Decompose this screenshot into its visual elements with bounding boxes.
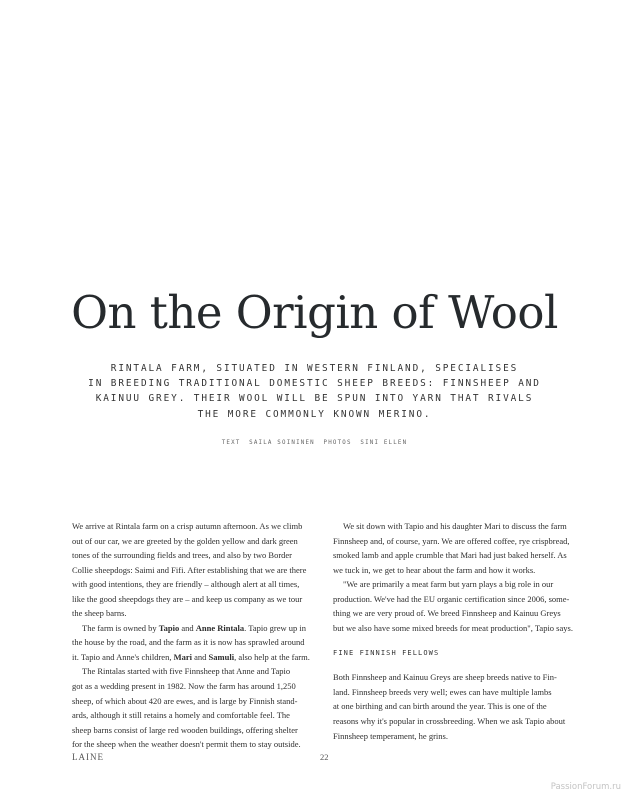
- body-line: sheep, of which about 420 are ewes, and is large by Finnish stand-: [72, 695, 298, 706]
- page-number: 22: [320, 752, 329, 762]
- body-line: reasons why it's popular in crossbreeding. When we ask Tapio about: [333, 716, 566, 727]
- body-line: with good intentions, they are friendly – although alert at all times,: [72, 579, 300, 590]
- article-title: On the Origin of Wool: [71, 286, 558, 339]
- name-anne-rintala: Anne Rintala: [195, 622, 245, 633]
- body-paragraph: [333, 519, 585, 577]
- body-line: smoked lamb and apple crumble that Mari had just baked herself. As: [333, 550, 567, 561]
- text-credit-author: SAILA SOININEN: [249, 440, 315, 446]
- text-run: and: [179, 622, 196, 633]
- body-line: land. Finnsheep breeds very well; ewes can have multiple lambs: [333, 686, 552, 697]
- text-credit-label: TEXT: [221, 440, 241, 446]
- body-line: at one birthing and can birth around the year. This is one of the: [333, 701, 547, 712]
- right-column: [333, 519, 585, 743]
- body-line: got as a wedding present in 1982. Now the farm has around 1,250: [72, 681, 296, 692]
- lead-paragraph: [60, 361, 569, 422]
- body-line: ards, although it still retains a homely and comfortable feel. The: [72, 710, 290, 721]
- text-run: . Tapio grew up in: [244, 622, 306, 633]
- body-line: [72, 650, 324, 665]
- body-paragraph: [72, 664, 324, 751]
- text-run: it. Tapio and Anne's children,: [72, 651, 174, 662]
- lead-line: THE MORE COMMONLY KNOWN MERINO.: [197, 408, 432, 420]
- body-line: Finnsheep and, of course, yarn. We are offered coffee, rye crispbread,: [333, 535, 570, 546]
- photo-credit-author: SINI ELLEN: [360, 440, 408, 446]
- name-samuli: Samuli: [208, 651, 235, 662]
- body-line: Finnsheep temperament, he grins.: [333, 730, 448, 741]
- body-paragraph: [72, 621, 324, 665]
- body-line: like the good sheepdogs they are – and keep us company as we tour: [72, 593, 303, 604]
- body-paragraph: [333, 577, 585, 635]
- name-mari: Mari: [173, 651, 193, 662]
- body-line: tones of the surrounding fields and trees, and also by two Border: [72, 550, 293, 561]
- body-line: but we also have some mixed breeds for meat production", Tapio says.: [333, 622, 573, 633]
- body-paragraph: [333, 670, 585, 743]
- lead-line: RINTALA FARM, SITUATED IN WESTERN FINLAND, SPECIALISES: [110, 363, 519, 374]
- magazine-name: LAINE: [72, 752, 104, 762]
- body-paragraph: [72, 519, 324, 621]
- byline: [0, 440, 629, 446]
- body-line: We arrive at Rintala farm on a crisp autumn afternoon. As we climb: [72, 521, 303, 531]
- body-line: production. We've had the EU organic certification since 2006, some-: [333, 593, 570, 604]
- lead-line: IN BREEDING TRADITIONAL DOMESTIC SHEEP BREEDS: FINNSHEEP AND: [88, 378, 541, 390]
- body-line: the house by the road, and the farm as it is now has sprawled around: [72, 637, 305, 648]
- body-line: [72, 621, 324, 636]
- left-column: [72, 519, 324, 752]
- body-line: for the sheep when the weather doesn't permit them to stay outside.: [72, 739, 301, 750]
- body-line: "We are primarily a meat farm but yarn plays a big role in our: [343, 579, 554, 590]
- text-run: , also help at the farm.: [234, 651, 310, 662]
- section-subheading: FINE FINNISH FELLOWS: [333, 649, 440, 658]
- text-run: The farm is owned by: [82, 622, 159, 633]
- body-line: sheep barns consist of large red wooden buildings, offering shelter: [72, 724, 298, 735]
- watermark: PassionForum.ru: [550, 782, 621, 792]
- body-line: The Rintalas started with five Finnsheep that Anne and Tapio: [82, 666, 291, 677]
- lead-line: KAINUU GREY. THEIR WOOL WILL BE SPUN INTO YARN THAT RIVALS: [95, 393, 534, 405]
- name-tapio: Tapio: [158, 622, 180, 633]
- body-line: we tuck in, we get to hear about the farm and how it works.: [333, 564, 536, 575]
- body-line: Collie sheepdogs: Saimi and Fifi. After establishing that we are there: [72, 564, 307, 575]
- photo-credit-label: PHOTOS: [323, 440, 352, 446]
- body-line: We sit down with Tapio and his daughter Mari to discuss the farm: [343, 521, 567, 531]
- body-line: Both Finnsheep and Kainuu Greys are sheep breeds native to Fin-: [333, 672, 557, 683]
- text-run: and: [192, 651, 209, 662]
- body-line: the sheep barns.: [72, 608, 127, 619]
- body-line: out of our car, we are greeted by the golden yellow and dark green: [72, 535, 298, 546]
- body-line: thing we are very proud of. We breed Finnsheep and Kainuu Greys: [333, 608, 561, 619]
